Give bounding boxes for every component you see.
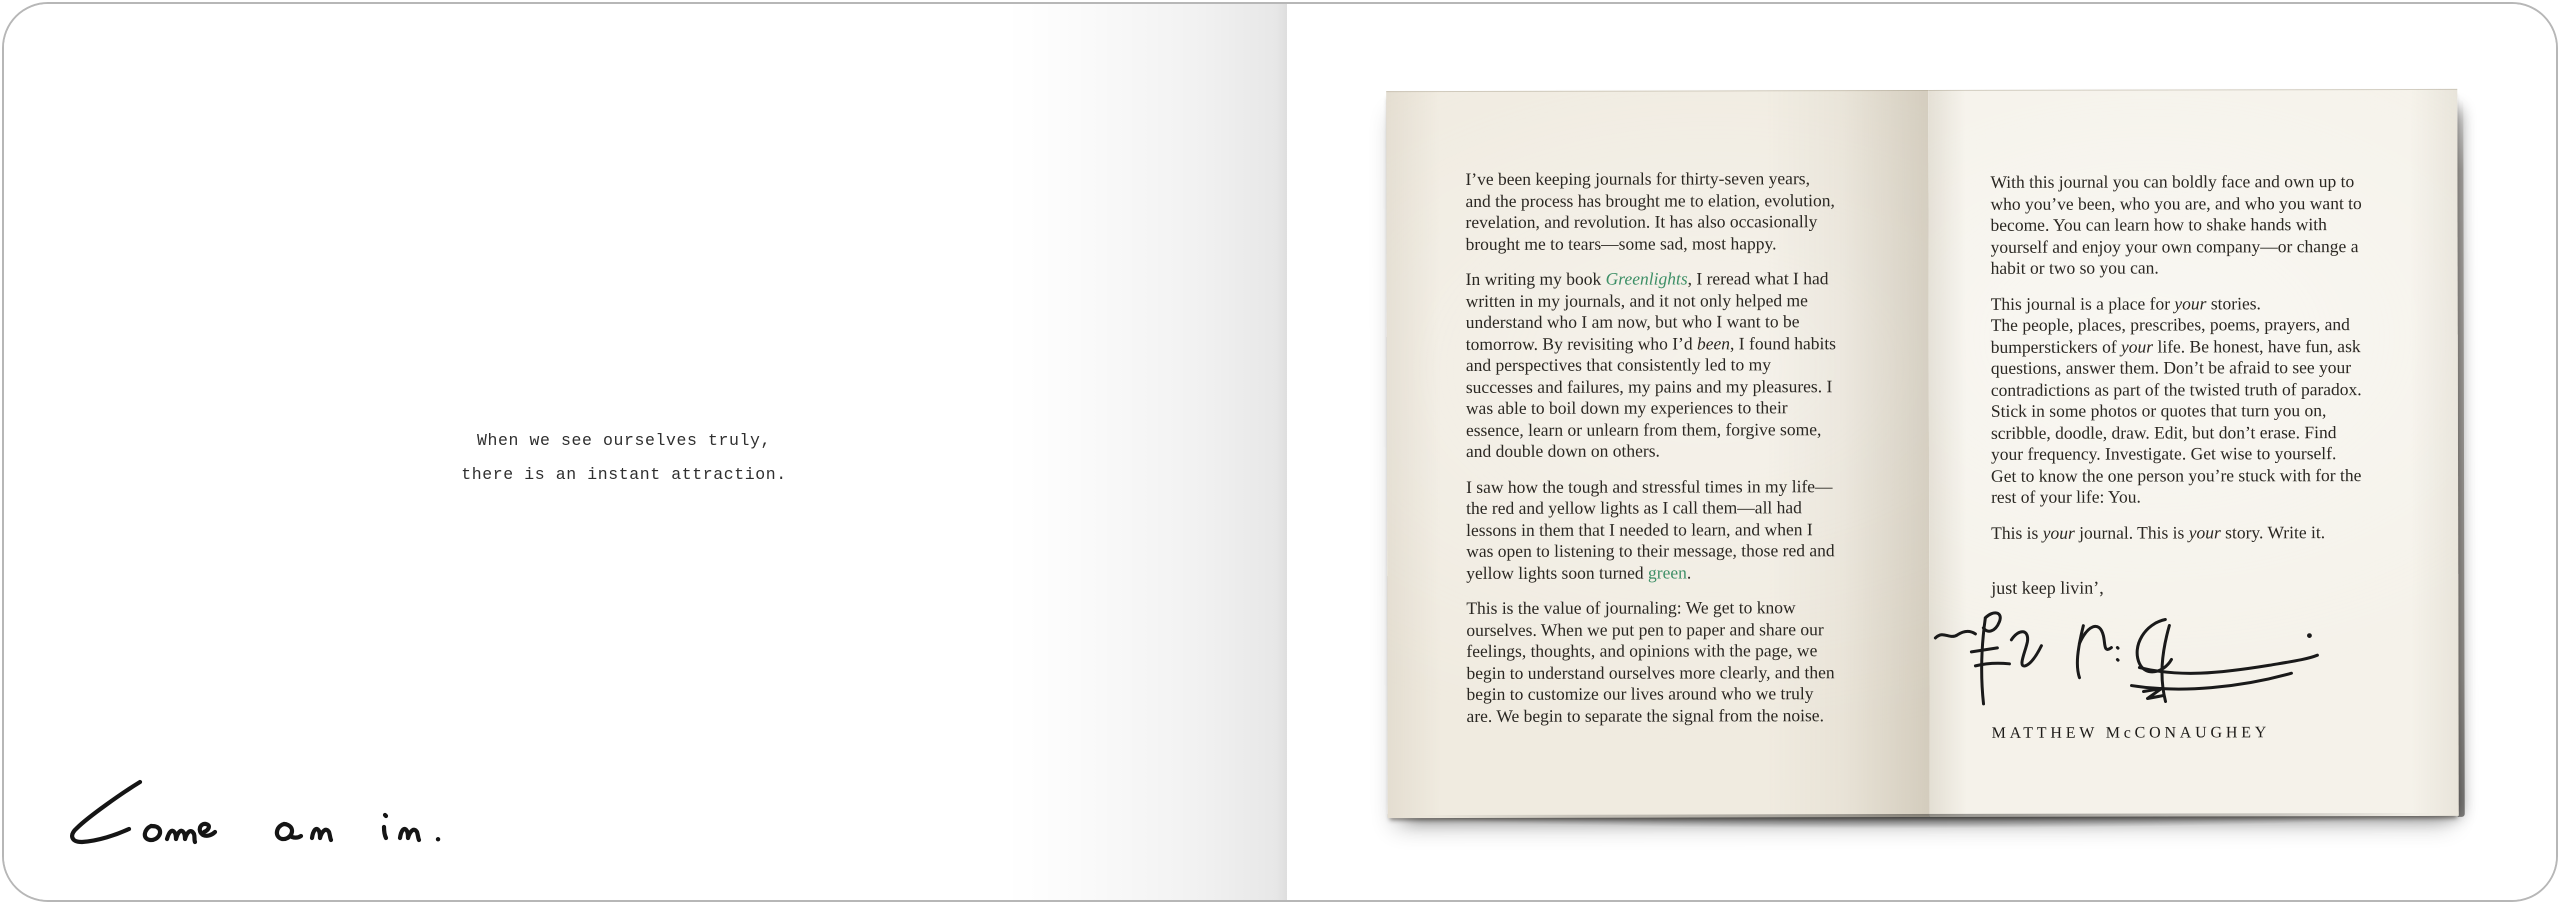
author-name: MATTHEW McCONAUGHEY bbox=[1991, 723, 2271, 742]
quote-line-2: there is an instant attraction. bbox=[461, 465, 787, 484]
handwriting-text bbox=[4, 4, 5, 5]
book-paragraph: This is the value of journaling: We get to know ourselves. When we put pen to paper and share our feelings, thoughts, and opinions with the page, we begin to understand ourselves more clearly, and then begin to customize our lives around who we truly are. We begin to separate the signal from the noise. bbox=[1466, 597, 1835, 726]
book-right-text bbox=[1990, 171, 2363, 744]
book-right-paragraphs bbox=[1990, 171, 2363, 544]
come-on-in-handwriting bbox=[64, 767, 454, 862]
book-paragraph: I saw how the tough and stressful times in my life—the red and yellow lights as I call them—all had lessons in them that I needed to learn, and when I was open to listening to their message, those red and yellow lights soon turned green. bbox=[1466, 475, 1835, 583]
left-page-region[interactable] bbox=[4, 4, 1287, 900]
book-paragraph: This journal is a place for your stories. The people, places, prescribes, poems, prayers, and bumperstickers of your life. Be honest, have fun, ask questions, answer them. Don’t be afraid to see your contradictions as part of the twisted truth of paradox. Stick in some photos or quotes that turn you on, scribble, doodle, draw. Edit, but don’t erase. Find your frequency. Investigate. Get wise to yourself. Get to know the one person you’re stuck with for the rest of your life: You. bbox=[1990, 292, 2362, 507]
book-paragraph: This is your journal. This is your story. Write it. bbox=[1991, 521, 2326, 543]
mcconaughey-signature bbox=[1933, 605, 2333, 721]
right-page-region[interactable] bbox=[1287, 4, 2556, 900]
signoff-text: just keep livin’, bbox=[1991, 577, 2104, 598]
quote-line-1: When we see ourselves truly, bbox=[476, 431, 772, 450]
book-paragraph: With this journal you can boldly face and own up to who you’ve been, who you are, and who you want to become. You can learn how to shake hands with yourself and enjoy your own company—or change a habit or two so you can. bbox=[1990, 171, 2362, 278]
book-right-page bbox=[1928, 89, 2459, 817]
open-book-photo bbox=[1386, 89, 2459, 817]
book-left-text bbox=[1465, 168, 1838, 741]
page-quote bbox=[124, 424, 1124, 492]
book-paragraph: In writing my book Greenlights, I reread what I had written in my journals, and it not only helped me understand who I am now, but who I want to be tomorrow. By revisiting who I’d been, I found habits and perspectives that consistently led to my successes and failures, my pains and my pleasures. I was able to boil down my experiences to their essence, learn or unlearn from them, forgive some, and double down on others. bbox=[1465, 268, 1837, 461]
book-left-page bbox=[1386, 90, 1930, 818]
book-paragraph: I’ve been keeping journals for thirty-seven years, and the process has brought me to elation, evolution, revelation, and revolution. It has also occasionally brought me to tears—some sad, most happy. bbox=[1465, 168, 1835, 254]
book-preview-surface bbox=[2, 2, 2558, 902]
